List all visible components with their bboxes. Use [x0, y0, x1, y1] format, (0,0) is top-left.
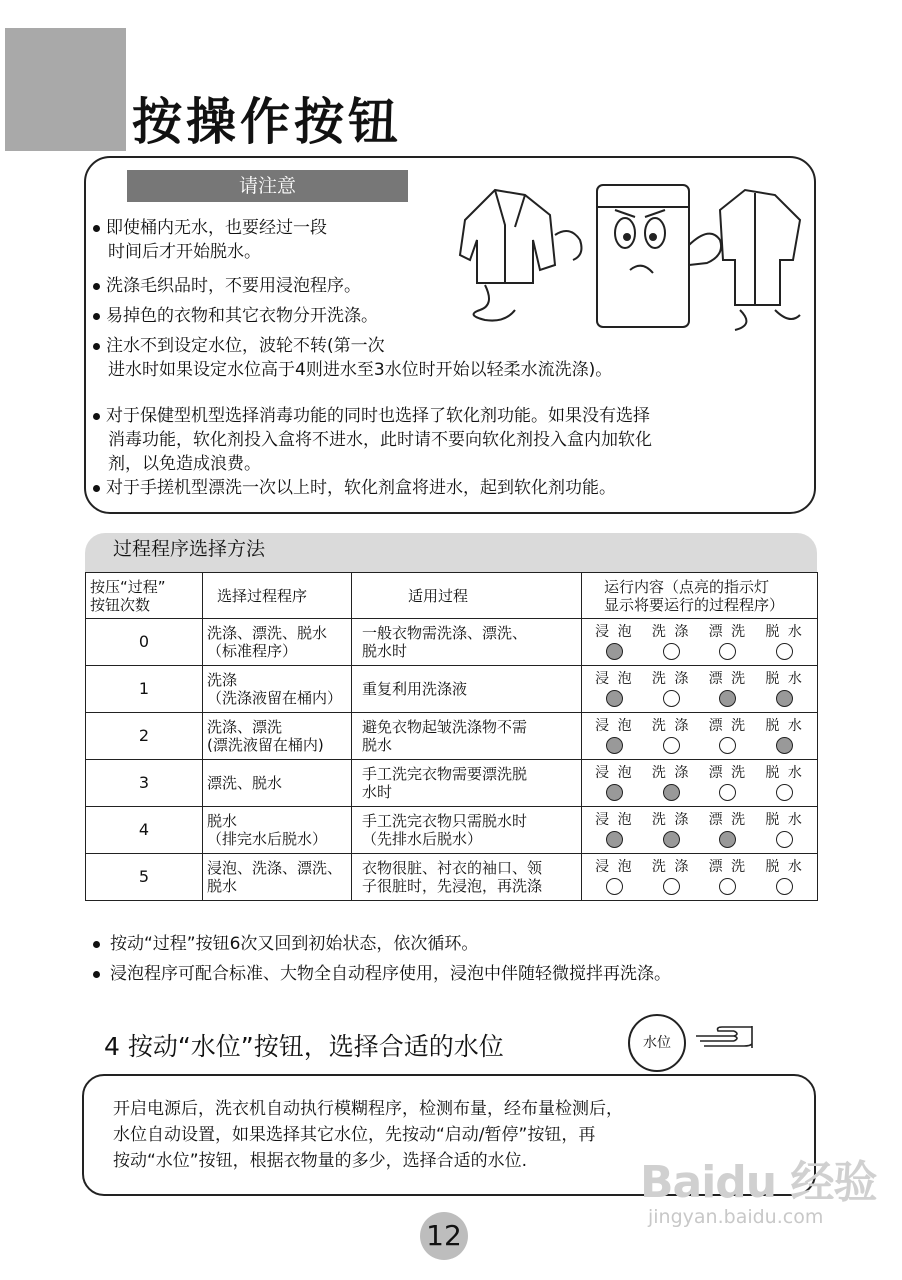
press-count-cell: 2 — [86, 713, 203, 760]
indicator-label: 脱 水 — [765, 812, 804, 828]
table-row — [86, 854, 818, 901]
col-header-usage: 适用过程 — [352, 573, 582, 619]
indicator-light-off — [663, 737, 680, 754]
indicator-grid — [586, 671, 813, 707]
water-level-text-line-2: 水位自动设置，如果选择其它水位，先按动“启动/暂停”按钮，再 — [113, 1125, 596, 1145]
bullet-dot — [93, 941, 100, 948]
indicator-label: 脱 水 — [765, 859, 804, 875]
indicator-light-on — [606, 690, 623, 707]
indicator-cell — [582, 713, 818, 760]
indicator-grid — [586, 765, 813, 801]
usage-cell: 衣物很脏、衬衣的袖口、领 子很脏时，先浸泡，再洗涤 — [352, 854, 582, 901]
bullet-dot — [93, 485, 100, 492]
indicator-light-off — [776, 831, 793, 848]
indicator-label: 浸 泡 — [595, 718, 634, 734]
usage-cell: 避免衣物起皱洗涤物不需 脱水 — [352, 713, 582, 760]
indicator-label: 洗 涤 — [651, 859, 691, 875]
indicator-label: 洗 涤 — [651, 624, 691, 640]
col-header-count: 按压“过程” 按钮次数 — [86, 573, 203, 619]
table-row — [86, 666, 818, 713]
indicator-light-on — [606, 831, 623, 848]
process-table — [85, 572, 818, 901]
program-cell: 脱水 （排完水后脱水） — [203, 807, 352, 854]
press-count-cell: 0 — [86, 619, 203, 666]
indicator-label: 漂 洗 — [708, 859, 748, 875]
bullet-dot — [93, 343, 100, 350]
notice-bullet-6: 对于手搓机型漂洗一次以上时，软化剂盒将进水，起到软化剂功能。 — [93, 476, 616, 500]
usage-cell: 一般衣物需洗涤、漂洗、 脱水时 — [352, 619, 582, 666]
indicator-grid — [586, 859, 813, 895]
indicator-cell — [582, 854, 818, 901]
table-row — [86, 760, 818, 807]
indicator-label: 浸 泡 — [595, 859, 634, 875]
program-cell: 浸泡、洗涤、漂洗、 脱水 — [203, 854, 352, 901]
indicator-cell — [582, 666, 818, 713]
program-cell: 漂洗、脱水 — [203, 760, 352, 807]
indicator-label: 浸 泡 — [595, 812, 634, 828]
page-number: 12 — [420, 1212, 468, 1260]
indicator-cell — [582, 807, 818, 854]
indicator-light-off — [606, 878, 623, 895]
pointing-hand-icon — [694, 1022, 760, 1052]
water-level-text-line-1: 开启电源后，洗衣机自动执行模糊程序，检测布量，经布量检测后， — [113, 1099, 623, 1119]
press-count-cell: 1 — [86, 666, 203, 713]
title-gray-block — [5, 28, 126, 151]
indicator-label: 脱 水 — [765, 671, 804, 687]
indicator-label: 脱 水 — [765, 624, 804, 640]
indicator-light-off — [776, 784, 793, 801]
indicator-light-on — [719, 831, 736, 848]
indicator-light-on — [663, 784, 680, 801]
press-count-cell: 5 — [86, 854, 203, 901]
indicator-light-on — [606, 643, 623, 660]
bullet-dot — [93, 971, 100, 978]
water-level-button[interactable]: 水位 — [628, 1014, 686, 1072]
bullet-dot — [93, 283, 100, 290]
table-header-row — [86, 573, 818, 619]
table-row — [86, 807, 818, 854]
notice-bullet-5: 对于保健型机型选择消毒功能的同时也选择了软化剂功能。如果没有选择 消毒功能，软化剂投入盒将不进水，此时请不要向软化剂投入盒内加软化 剂，以免造成浪费。 — [93, 404, 652, 476]
notice-bullet-4: 注水不到设定水位，波轮不转(第一次 进水时如果设定水位高于4则进水至3水位时开始以轻柔水流洗涤)。 — [93, 334, 612, 382]
indicator-label: 漂 洗 — [708, 765, 748, 781]
indicator-label: 浸 泡 — [595, 765, 634, 781]
indicator-label: 脱 水 — [765, 765, 804, 781]
indicator-light-on — [663, 831, 680, 848]
table-row — [86, 713, 818, 760]
indicator-light-off — [663, 690, 680, 707]
notice-bullet-2: 洗涤毛织品时，不要用浸泡程序。 — [93, 274, 361, 298]
indicator-label: 漂 洗 — [708, 718, 748, 734]
indicator-cell — [582, 760, 818, 807]
process-note-1: 按动“过程”按钮6次又回到初始状态，依次循环。 — [93, 932, 478, 956]
indicator-light-off — [719, 643, 736, 660]
table-row — [86, 619, 818, 666]
indicator-label: 洗 涤 — [651, 671, 691, 687]
col-header-indicators: 运行内容（点亮的指示灯 显示将要运行的过程程序） — [582, 573, 818, 619]
indicator-label: 浸 泡 — [595, 671, 634, 687]
indicator-grid — [586, 624, 813, 660]
indicator-label: 洗 涤 — [651, 765, 691, 781]
indicator-label: 脱 水 — [765, 718, 804, 734]
indicator-light-on — [776, 690, 793, 707]
program-cell: 洗涤、漂洗、脱水 （标准程序） — [203, 619, 352, 666]
bullet-dot — [93, 413, 100, 420]
indicator-grid — [586, 718, 813, 754]
process-section-title: 过程程序选择方法 — [113, 538, 266, 560]
page-title: 按操作按钮 — [132, 93, 402, 151]
press-count-cell: 3 — [86, 760, 203, 807]
indicator-label: 浸 泡 — [595, 624, 634, 640]
indicator-light-off — [719, 737, 736, 754]
indicator-light-off — [663, 878, 680, 895]
indicator-light-off — [776, 643, 793, 660]
indicator-light-off — [719, 878, 736, 895]
indicator-light-off — [663, 643, 680, 660]
indicator-light-on — [719, 690, 736, 707]
indicator-grid — [586, 812, 813, 848]
notice-bullet-3: 易掉色的衣物和其它衣物分开洗涤。 — [93, 304, 378, 328]
usage-cell: 手工洗完衣物只需脱水时 （先排水后脱水） — [352, 807, 582, 854]
bullet-dot — [93, 313, 100, 320]
notice-bullet-1: 即使桶内无水，也要经过一段 时间后才开始脱水。 — [93, 216, 327, 264]
bullet-dot — [93, 225, 100, 232]
watermark-url: jingyan.baidu.com — [648, 1206, 824, 1228]
baidu-watermark — [640, 1146, 880, 1244]
indicator-label: 漂 洗 — [708, 671, 748, 687]
indicator-label: 漂 洗 — [708, 812, 748, 828]
indicator-cell — [582, 619, 818, 666]
usage-cell: 手工洗完衣物需要漂洗脱 水时 — [352, 760, 582, 807]
washing-machine-illustration — [455, 165, 805, 335]
indicator-light-on — [776, 737, 793, 754]
indicator-light-on — [606, 737, 623, 754]
indicator-label: 洗 涤 — [651, 718, 691, 734]
press-count-cell: 4 — [86, 807, 203, 854]
program-cell: 洗涤、漂洗 (漂洗液留在桶内) — [203, 713, 352, 760]
process-note-2: 浸泡程序可配合标准、大物全自动程序使用，浸泡中伴随轻微搅拌再洗涤。 — [93, 962, 671, 986]
usage-cell: 重复利用洗涤液 — [352, 666, 582, 713]
indicator-light-off — [719, 784, 736, 801]
watermark-logo: Baidu 经验 — [640, 1157, 877, 1208]
indicator-light-on — [606, 784, 623, 801]
col-header-program: 选择过程程序 — [203, 573, 352, 619]
indicator-label: 洗 涤 — [651, 812, 691, 828]
water-level-text-line-3: 按动“水位”按钮，根据衣物量的多少，选择合适的水位. — [113, 1151, 528, 1171]
program-cell: 洗涤 （洗涤液留在桶内） — [203, 666, 352, 713]
indicator-light-off — [776, 878, 793, 895]
notice-header: 请注意 — [127, 170, 408, 202]
indicator-label: 漂 洗 — [708, 624, 748, 640]
step4-title: 4 按动“水位”按钮，选择合适的水位 — [104, 1032, 504, 1061]
